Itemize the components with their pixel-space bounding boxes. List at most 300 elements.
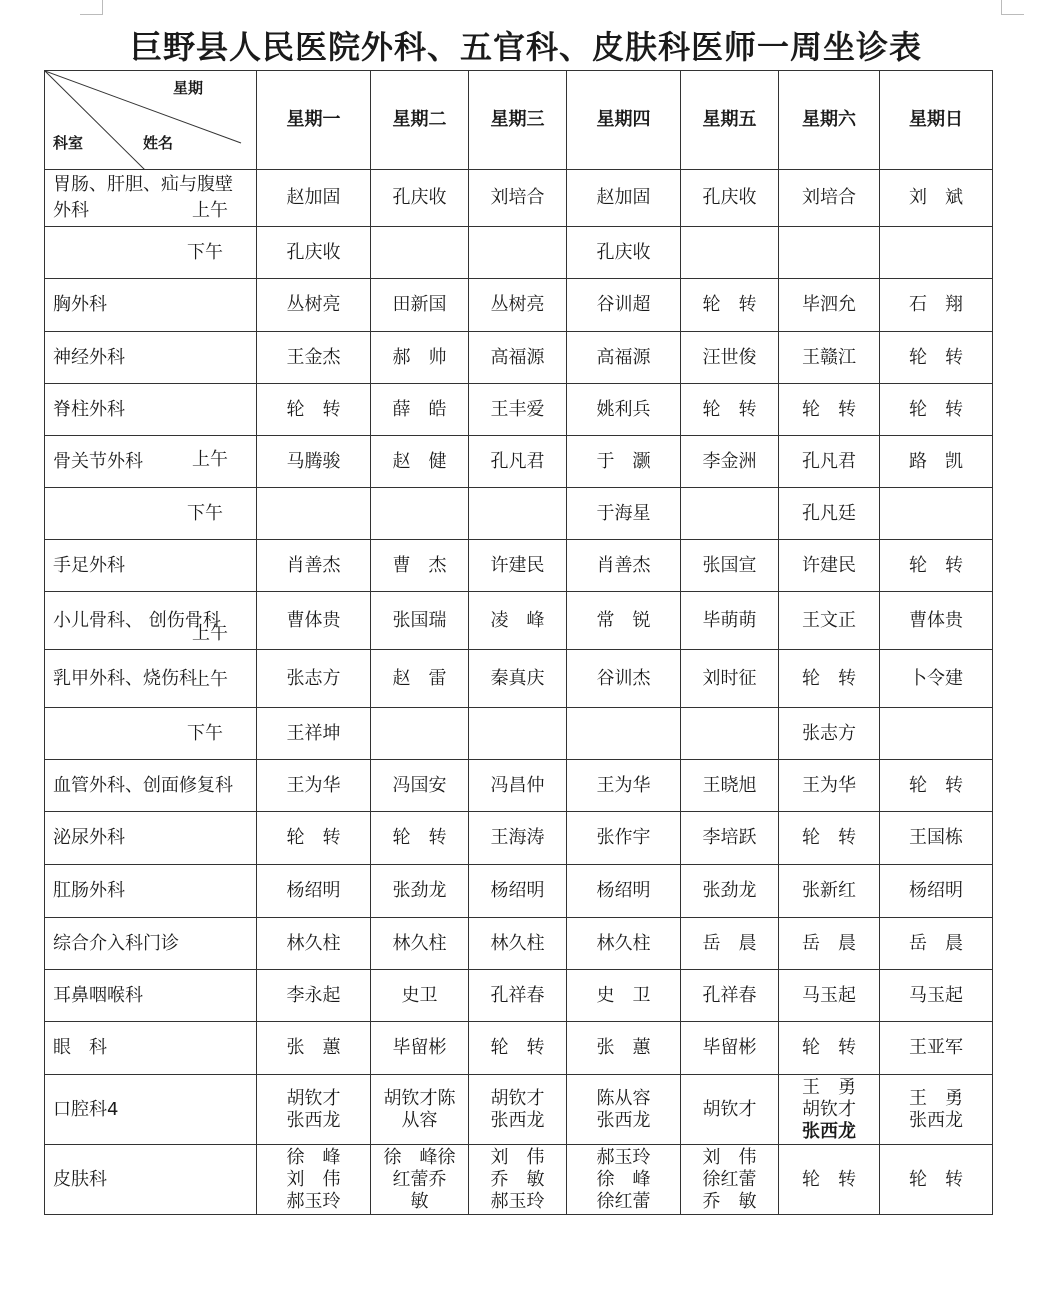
doctor-cell	[567, 227, 681, 279]
session-period: 下午	[187, 502, 223, 524]
doctor-name: 徐 峰徐	[383, 1146, 456, 1168]
doctor-name: 谷训杰	[596, 667, 651, 689]
doctor-cell	[567, 970, 681, 1022]
doctor-name: 刘 伟	[702, 1146, 757, 1168]
doctor-name: 田新国	[392, 294, 447, 315]
doctor-name: 轮 转	[909, 554, 963, 576]
day-header: 星期日	[880, 71, 993, 170]
doctor-name: 张作宇	[596, 827, 651, 848]
doctor-cell	[371, 865, 469, 918]
department-name: 综合介入科门诊	[53, 932, 179, 954]
doctor-cell	[681, 592, 779, 650]
doctor-cell	[257, 1022, 371, 1075]
doctor-name: 张西龙	[596, 1109, 651, 1131]
doctor-name: 孔庆收	[702, 187, 757, 208]
doctor-cell	[567, 540, 681, 592]
page-title: 巨野县人民医院外科、五官科、皮肤科医师一周坐诊表	[129, 28, 922, 66]
doctor-cell	[567, 812, 681, 865]
doctor-cell	[371, 540, 469, 592]
doctor-name: 王赣江	[802, 346, 856, 368]
doctor-cell	[681, 812, 779, 865]
doctor-cell	[257, 170, 371, 227]
doctor-cell	[469, 812, 567, 865]
doctor-cell	[681, 970, 779, 1022]
doctor-name: 郝 帅	[392, 346, 447, 368]
doctor-cell	[371, 1075, 469, 1145]
doctor-name: 常 锐	[596, 609, 651, 631]
doctor-name: 轮 转	[802, 1037, 856, 1058]
doctor-cell	[567, 1075, 681, 1145]
doctor-name: 郝玉玲	[490, 1190, 545, 1212]
doctor-cell	[371, 760, 469, 812]
doctor-name: 毕留彬	[702, 1037, 757, 1058]
doctor-cell	[880, 650, 993, 708]
doctor-cell	[779, 1075, 880, 1145]
doctor-name: 张国瑞	[392, 609, 447, 631]
department-name: 血管外科、创面修复科	[53, 774, 233, 796]
doctor-cell	[880, 592, 993, 650]
doctor-name: 岳 晨	[909, 932, 963, 954]
doctor-name: 高福源	[490, 346, 545, 368]
doctor-name: 张西龙	[490, 1109, 545, 1131]
doctor-name: 敏	[410, 1190, 429, 1212]
department-cell	[45, 488, 257, 540]
doctor-cell	[880, 332, 993, 384]
doctor-name: 曹体贵	[286, 609, 341, 631]
session-period: 上午	[192, 449, 228, 470]
department-cell	[45, 170, 257, 227]
doctor-name: 姚利兵	[596, 398, 651, 420]
doctor-name: 赵 雷	[392, 667, 447, 689]
doctor-name: 杨绍明	[909, 880, 963, 901]
doctor-name: 刘 斌	[909, 187, 963, 208]
doctor-name: 马玉起	[802, 984, 856, 1006]
doctor-cell	[880, 970, 993, 1022]
doctor-cell	[880, 279, 993, 332]
doctor-cell	[567, 650, 681, 708]
doctor-cell	[257, 279, 371, 332]
doctor-name: 杨绍明	[596, 880, 651, 901]
doctor-name: 徐红蕾	[702, 1168, 757, 1190]
doctor-name: 张劲龙	[392, 880, 447, 901]
doctor-name: 轮 转	[490, 1037, 545, 1058]
department-name: 乳甲外科、烧伤科	[53, 667, 197, 689]
doctor-name: 许建民	[490, 554, 545, 576]
schedule-row	[45, 332, 993, 384]
doctor-cell	[681, 760, 779, 812]
doctor-cell	[880, 1022, 993, 1075]
doctor-name: 徐 峰	[596, 1168, 651, 1190]
doctor-cell	[880, 760, 993, 812]
corner-label-dept: 科室	[53, 134, 84, 152]
corner-label-name: 姓名	[143, 134, 174, 152]
doctor-name: 轮 转	[802, 1168, 856, 1190]
doctor-name: 刘培合	[490, 187, 545, 208]
doctor-cell	[469, 970, 567, 1022]
doctor-cell	[257, 488, 371, 540]
doctor-cell	[567, 760, 681, 812]
doctor-name: 肖善杰	[286, 554, 341, 576]
department-name: 神经外科	[53, 346, 125, 368]
doctor-name: 王晓旭	[702, 774, 757, 796]
doctor-name: 孔庆收	[392, 187, 447, 208]
schedule-row	[45, 650, 993, 708]
doctor-cell	[880, 170, 993, 227]
doctor-cell	[567, 436, 681, 488]
doctor-name: 孔凡廷	[802, 502, 856, 524]
department-name: 小儿骨科、 创伤骨科	[53, 609, 221, 631]
doctor-cell	[257, 760, 371, 812]
doctor-name: 马玉起	[909, 984, 963, 1006]
doctor-cell	[257, 708, 371, 760]
doctor-name: 王为华	[286, 774, 341, 796]
doctor-name: 轮 转	[909, 774, 963, 796]
doctor-name: 轮 转	[702, 398, 757, 420]
day-header: 星期五	[681, 71, 779, 170]
doctor-name: 胡钦才	[286, 1087, 341, 1109]
doctor-name: 轮 转	[802, 667, 856, 689]
corner-diagonal-lines	[45, 71, 257, 170]
doctor-name: 从容	[401, 1109, 438, 1131]
schedule-row	[45, 918, 993, 970]
doctor-cell	[257, 865, 371, 918]
doctor-cell	[567, 279, 681, 332]
session-period: 下午	[187, 722, 223, 744]
doctor-name: 林久柱	[392, 932, 447, 954]
doctor-name: 轮 转	[392, 827, 447, 848]
doctor-name: 孔庆收	[596, 241, 651, 263]
doctor-cell	[779, 227, 880, 279]
department-name: 胃肠、肝胆、疝与腹壁外科	[53, 174, 233, 221]
doctor-cell	[779, 1145, 880, 1215]
department-cell	[45, 279, 257, 332]
doctor-name: 陈从容	[596, 1087, 651, 1109]
doctor-cell	[469, 384, 567, 436]
doctor-name: 马腾骏	[286, 450, 341, 472]
doctor-cell	[469, 760, 567, 812]
doctor-name: 林久柱	[596, 932, 651, 954]
doctor-name: 郝玉玲	[596, 1146, 651, 1168]
doctor-name: 史卫	[401, 984, 438, 1006]
doctor-cell	[779, 650, 880, 708]
header-row	[45, 71, 993, 170]
doctor-name: 刘时征	[702, 667, 757, 689]
doctor-name: 轮 转	[802, 398, 856, 420]
doctor-cell	[880, 1075, 993, 1145]
doctor-name: 轮 转	[909, 1168, 963, 1190]
doctor-name: 孔庆收	[286, 241, 341, 263]
doctor-name: 孔凡君	[802, 450, 856, 472]
doctor-name: 郝玉玲	[286, 1190, 341, 1212]
doctor-cell	[880, 384, 993, 436]
doctor-cell	[681, 170, 779, 227]
doctor-cell	[371, 227, 469, 279]
doctor-cell	[371, 170, 469, 227]
doctor-cell	[567, 384, 681, 436]
doctor-cell	[681, 540, 779, 592]
schedule-row	[45, 488, 993, 540]
doctor-cell	[779, 488, 880, 540]
doctor-cell	[880, 865, 993, 918]
doctor-cell	[880, 436, 993, 488]
doctor-cell	[880, 812, 993, 865]
doctor-cell	[567, 918, 681, 970]
doctor-cell	[567, 592, 681, 650]
doctor-name: 刘培合	[802, 187, 856, 208]
doctor-name: 轮 转	[286, 827, 341, 848]
doctor-name: 于 灏	[596, 450, 651, 472]
doctor-name: 冯国安	[392, 774, 447, 796]
doctor-cell	[681, 488, 779, 540]
department-cell	[45, 436, 257, 488]
doctor-cell	[681, 708, 779, 760]
doctor-cell	[469, 170, 567, 227]
department-cell	[45, 1145, 257, 1215]
doctor-cell	[469, 488, 567, 540]
doctor-cell	[371, 332, 469, 384]
doctor-name: 轮 转	[909, 346, 963, 368]
doctor-cell	[469, 1145, 567, 1215]
doctor-name: 孔凡君	[490, 450, 545, 472]
doctor-name: 王为华	[596, 774, 651, 796]
doctor-cell	[779, 970, 880, 1022]
doctor-cell	[681, 227, 779, 279]
doctor-cell	[257, 436, 371, 488]
session-period: 下午	[187, 241, 223, 263]
doctor-cell	[371, 1145, 469, 1215]
doctor-cell	[681, 436, 779, 488]
doctor-name: 汪世俊	[702, 346, 757, 368]
department-name: 肛肠外科	[53, 880, 125, 901]
doctor-name: 高福源	[596, 346, 651, 368]
doctor-name: 史 卫	[596, 984, 651, 1006]
department-cell	[45, 812, 257, 865]
doctor-name: 冯昌仲	[490, 774, 545, 796]
doctor-name: 李培跃	[702, 827, 757, 848]
doctor-name: 谷训超	[596, 294, 651, 315]
doctor-cell	[779, 708, 880, 760]
doctor-name: 张国宣	[702, 554, 757, 576]
doctor-cell	[371, 970, 469, 1022]
doctor-name: 王亚军	[909, 1037, 963, 1058]
doctor-cell	[469, 540, 567, 592]
day-header: 星期一	[257, 71, 371, 170]
doctor-name: 赵加固	[286, 187, 341, 208]
doctor-cell	[469, 592, 567, 650]
doctor-cell	[779, 540, 880, 592]
doctor-name: 肖善杰	[596, 554, 651, 576]
doctor-name: 张西龙	[286, 1109, 341, 1131]
doctor-cell	[681, 1022, 779, 1075]
doctor-cell	[779, 918, 880, 970]
doctor-cell	[567, 170, 681, 227]
doctor-cell	[257, 384, 371, 436]
schedule-row	[45, 592, 993, 650]
doctor-cell	[371, 436, 469, 488]
doctor-cell	[880, 708, 993, 760]
department-name: 眼 科	[53, 1037, 107, 1058]
page-corner-mark-left	[80, 0, 103, 15]
doctor-name: 王 勇	[802, 1076, 856, 1098]
doctor-cell	[469, 1022, 567, 1075]
department-cell	[45, 384, 257, 436]
doctor-name: 王丰爱	[490, 398, 545, 420]
doctor-name: 胡钦才	[802, 1098, 856, 1120]
doctor-name: 轮 转	[909, 398, 963, 420]
schedule-row	[45, 170, 993, 227]
doctor-name: 林久柱	[286, 932, 341, 954]
doctor-cell	[371, 384, 469, 436]
doctor-cell	[567, 1145, 681, 1215]
doctor-cell	[257, 540, 371, 592]
doctor-name: 石 翔	[909, 294, 963, 315]
corner-label-day: 星期	[173, 79, 204, 97]
doctor-cell	[257, 1145, 371, 1215]
doctor-name: 徐 峰	[286, 1146, 341, 1168]
doctor-name: 张志方	[286, 667, 341, 689]
doctor-cell	[469, 708, 567, 760]
doctor-cell	[257, 650, 371, 708]
doctor-name: 张劲龙	[702, 880, 757, 901]
doctor-name: 张 蕙	[286, 1037, 341, 1058]
doctor-name: 赵加固	[596, 187, 651, 208]
doctor-name: 李永起	[286, 984, 341, 1006]
doctor-cell	[469, 279, 567, 332]
doctor-cell	[469, 227, 567, 279]
department-cell	[45, 540, 257, 592]
doctor-name: 胡钦才陈	[383, 1087, 456, 1109]
doctor-cell	[779, 865, 880, 918]
department-name: 胸外科	[53, 294, 107, 315]
doctor-cell	[779, 436, 880, 488]
header-corner-cell	[45, 71, 257, 170]
department-cell	[45, 227, 257, 279]
doctor-name: 薛 皓	[392, 398, 447, 420]
doctor-name: 孔祥春	[490, 984, 545, 1006]
doctor-cell	[371, 279, 469, 332]
doctor-cell	[779, 1022, 880, 1075]
department-cell	[45, 1075, 257, 1145]
doctor-name: 徐红蕾	[596, 1190, 651, 1212]
doctor-name: 王海涛	[490, 827, 545, 848]
doctor-cell	[880, 918, 993, 970]
schedule-row	[45, 865, 993, 918]
schedule-table	[44, 70, 993, 1215]
doctor-cell	[880, 540, 993, 592]
doctor-name: 张新红	[802, 880, 856, 901]
doctor-name: 杨绍明	[286, 880, 341, 901]
doctor-name: 许建民	[802, 554, 856, 576]
department-name: 耳鼻咽喉科	[53, 984, 143, 1006]
doctor-name: 红蕾乔	[392, 1168, 447, 1190]
doctor-cell	[779, 812, 880, 865]
doctor-cell	[681, 1145, 779, 1215]
doctor-cell	[257, 227, 371, 279]
doctor-cell	[779, 384, 880, 436]
doctor-cell	[681, 650, 779, 708]
doctor-cell	[779, 279, 880, 332]
doctor-name: 刘 伟	[286, 1168, 341, 1190]
doctor-name: 王文正	[802, 609, 856, 631]
doctor-name: 秦真庆	[490, 667, 545, 689]
doctor-name: 胡钦才	[490, 1087, 545, 1109]
doctor-name: 路 凯	[909, 450, 963, 472]
doctor-name: 卜令建	[909, 667, 963, 689]
doctor-cell	[371, 488, 469, 540]
department-cell	[45, 760, 257, 812]
doctor-cell	[681, 1075, 779, 1145]
schedule-row	[45, 540, 993, 592]
doctor-cell	[567, 488, 681, 540]
doctor-cell	[469, 332, 567, 384]
doctor-cell	[257, 592, 371, 650]
doctor-name: 岳 晨	[702, 932, 757, 954]
doctor-cell	[257, 970, 371, 1022]
doctor-cell	[681, 279, 779, 332]
doctor-name: 凌 峰	[490, 609, 545, 631]
doctor-name: 林久柱	[490, 932, 545, 954]
department-cell	[45, 970, 257, 1022]
doctor-cell	[567, 332, 681, 384]
department-name: 口腔科4	[53, 1098, 119, 1120]
doctor-name: 丛树亮	[490, 294, 545, 315]
page-corner-mark-right	[1001, 0, 1024, 15]
doctor-cell	[371, 918, 469, 970]
department-cell	[45, 592, 257, 650]
schedule-row	[45, 1145, 993, 1215]
doctor-cell	[371, 650, 469, 708]
doctor-name: 轮 转	[802, 827, 856, 848]
doctor-name: 张西龙	[802, 1120, 856, 1142]
doctor-name: 胡钦才	[702, 1098, 757, 1120]
department-name: 脊柱外科	[53, 398, 125, 420]
doctor-name: 轮 转	[702, 294, 757, 315]
doctor-cell	[681, 918, 779, 970]
doctor-name: 刘 伟	[490, 1146, 545, 1168]
doctor-name: 张志方	[802, 722, 856, 744]
doctor-name: 曹体贵	[909, 609, 963, 631]
doctor-name: 毕萌萌	[702, 609, 757, 631]
doctor-name: 毕留彬	[392, 1037, 447, 1058]
doctor-cell	[469, 865, 567, 918]
doctor-cell	[371, 708, 469, 760]
department-cell	[45, 650, 257, 708]
department-name: 皮肤科	[53, 1168, 107, 1190]
doctor-name: 赵 健	[392, 450, 447, 472]
session-period: 上午	[192, 623, 228, 644]
day-header: 星期二	[371, 71, 469, 170]
department-name: 泌尿外科	[53, 827, 125, 848]
department-cell	[45, 1022, 257, 1075]
doctor-name: 毕泗允	[802, 294, 856, 315]
doctor-cell	[779, 170, 880, 227]
doctor-name: 张 蕙	[596, 1037, 651, 1058]
schedule-row	[45, 227, 993, 279]
doctor-cell	[371, 812, 469, 865]
doctor-name: 王 勇	[909, 1087, 963, 1109]
department-cell	[45, 332, 257, 384]
doctor-name: 乔 敏	[490, 1168, 545, 1190]
doctor-cell	[779, 760, 880, 812]
doctor-cell	[371, 592, 469, 650]
doctor-name: 轮 转	[286, 398, 341, 420]
schedule-row	[45, 436, 993, 488]
schedule-row	[45, 384, 993, 436]
doctor-cell	[257, 1075, 371, 1145]
session-period: 上午	[192, 669, 228, 690]
doctor-cell	[880, 488, 993, 540]
doctor-cell	[681, 384, 779, 436]
